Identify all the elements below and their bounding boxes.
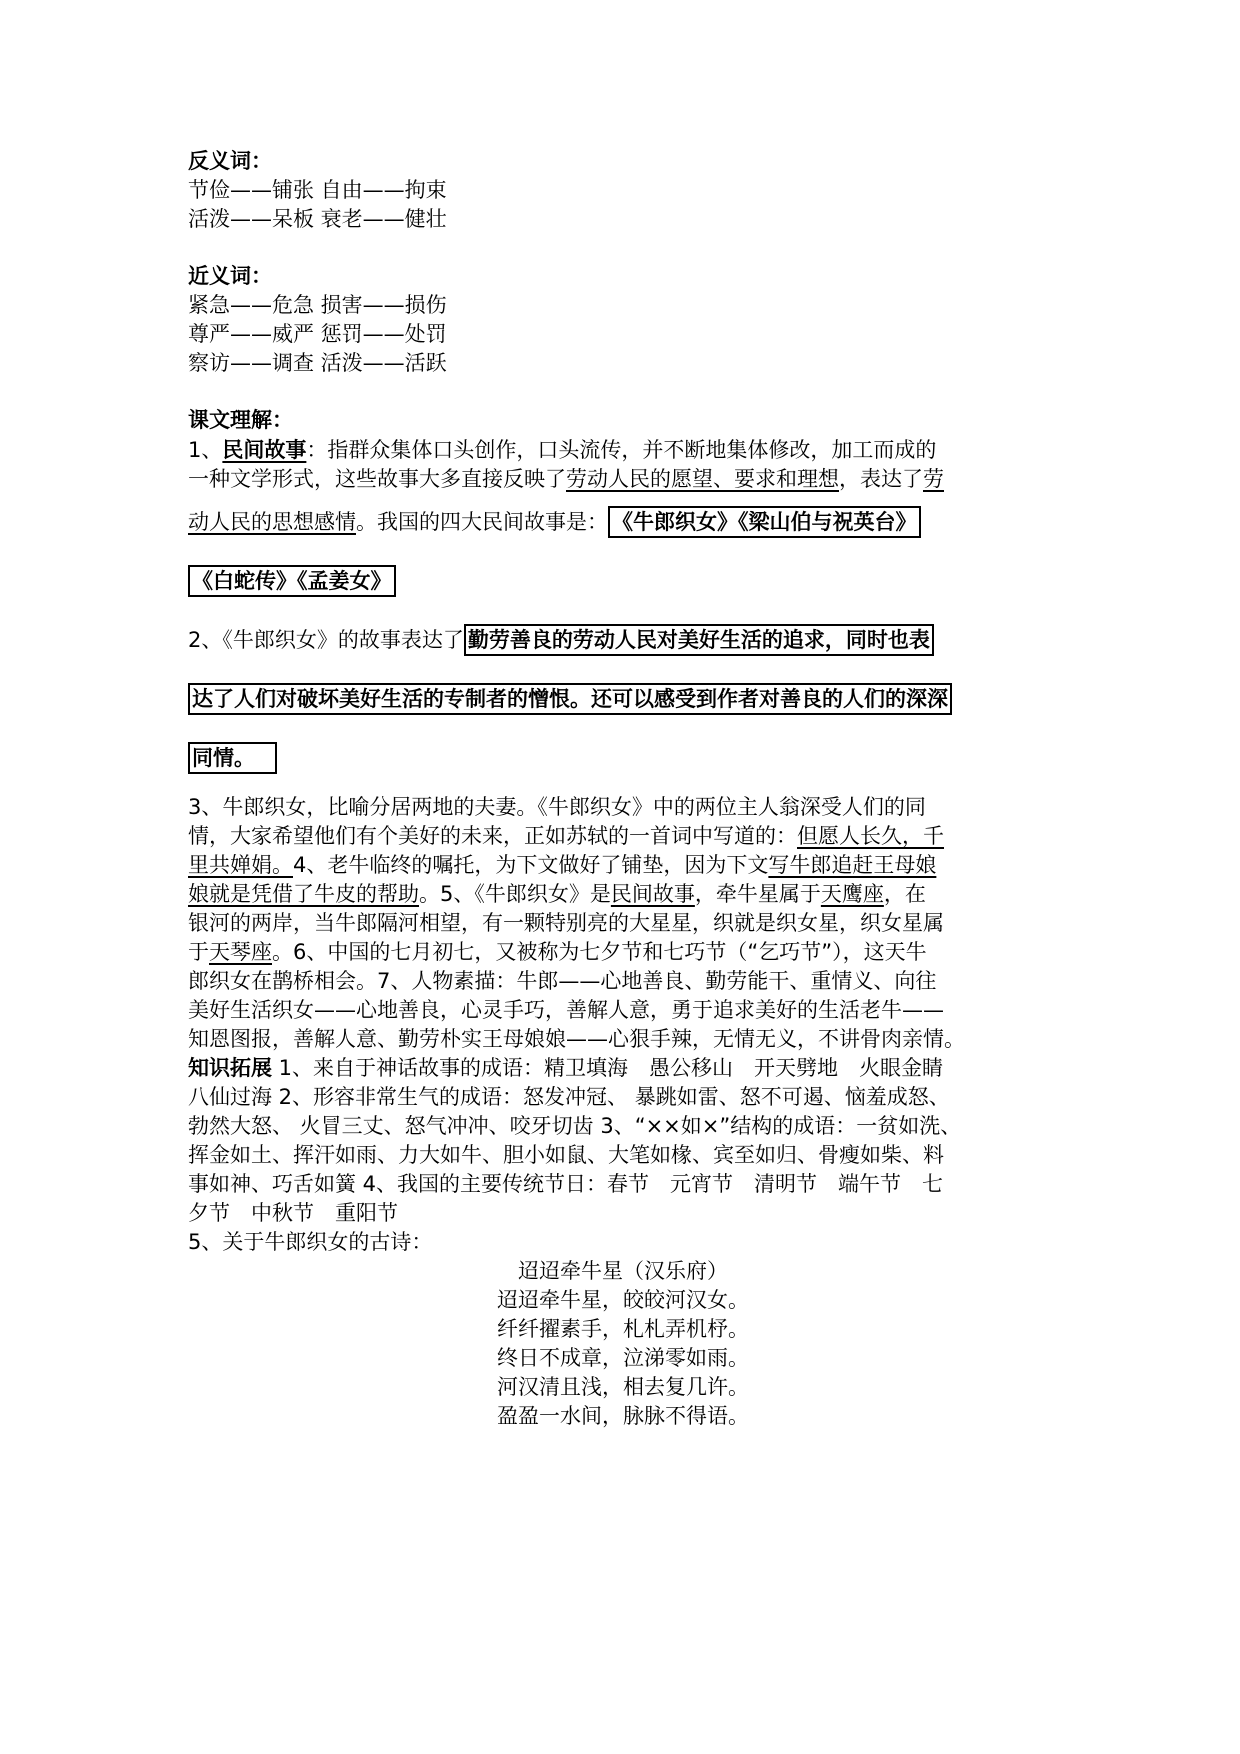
extension-line: 八仙过海 2、形容非常生气的成语：怒发冲冠、 暴跳如雷、怒不可遏、恼羞成怒、 — [188, 1085, 950, 1109]
underlined-phrase: 劳 — [923, 467, 944, 491]
theme-box: 勤劳善良的劳动人民对美好生活的追求，同时也表 — [464, 624, 934, 656]
synonym-row: 尊严——威严 惩罚——处罚 — [188, 322, 447, 346]
para1-text: 。我国的四大民间故事是： — [356, 510, 608, 534]
para3-line: 郎织女在鹊桥相会。7、人物素描：牛郎——心地善良、勤劳能干、重情义、向往 — [188, 969, 937, 993]
para1-text: 一种文学形式，这些故事大多直接反映了 — [188, 467, 566, 491]
extension-line: 勃然大怒、 火冒三丈、怒气冲冲、咬牙切齿 3、“××如×”结构的成语：一贫如洗、 — [188, 1114, 962, 1138]
understanding-heading: 课文理解： — [188, 408, 293, 432]
para1-line4 — [188, 565, 396, 598]
underlined-phrase: 里共婵娟。 — [188, 853, 293, 877]
four-stories-box: 《白蛇传》《孟姜女》 — [188, 565, 396, 597]
para1-text: ：指群众集体口头创作，口头流传，并不断地集体修改，加工而成的 — [306, 438, 937, 462]
para1-text: ，表达了 — [839, 467, 923, 491]
para3-text: 。6、中国的七月初七，又被称为七夕节和七巧节（“乞巧节”），这天牛 — [272, 940, 927, 964]
extension-text: 1、来自于神话故事的成语：精卫填海 愚公移山 开天劈地 火眼金睛 — [272, 1056, 944, 1080]
para1-line3 — [188, 506, 921, 539]
poem-line: 终日不成章，泣涕零如雨。 — [497, 1346, 749, 1370]
synonyms-heading: 近义词： — [188, 264, 272, 288]
para3-text: ，在 — [883, 882, 926, 906]
poem-line: 河汉清且浅，相去复几许。 — [497, 1375, 749, 1399]
para2-line2 — [188, 683, 952, 716]
para3-text: 4、老牛临终的嘱托，为下文做好了铺垫，因为下文 — [293, 853, 769, 877]
synonym-row: 紧急——危急 损害——损伤 — [188, 293, 447, 317]
poem-title: 迢迢牵牛星（汉乐府） — [518, 1259, 728, 1283]
para3-text: ，牵牛星属于 — [694, 882, 821, 906]
folk-story-term: 民间故事 — [222, 438, 307, 462]
para2-line3 — [188, 742, 277, 775]
underlined-phrase: 动人民的思想感情 — [188, 510, 356, 534]
para3-line: 银河的两岸，当牛郎隔河相望，有一颗特别亮的大星星，织就是织女星，织女星属 — [188, 911, 944, 935]
extension-heading: 知识拓展 — [188, 1056, 272, 1080]
underlined-phrase: 天鹰座 — [820, 882, 884, 906]
para1-number: 1、 — [188, 438, 223, 462]
poem-line: 盈盈一水间，脉脉不得语。 — [497, 1404, 749, 1428]
para3-line: 美好生活织女——心地善良，心灵手巧，善解人意，勇于追求美好的生活老牛—— — [188, 998, 944, 1022]
para3-line: 3、牛郎织女，比喻分居两地的夫妻。《牛郎织女》中的两位主人翁深受人们的同 — [188, 795, 926, 819]
para3-text: 。5、《牛郎织女》是 — [419, 882, 611, 906]
underlined-phrase: 劳动人民的愿望、要求和理想 — [566, 467, 839, 491]
para3-text: 情，大家希望他们有个美好的未来，正如苏轼的一首词中写道的： — [188, 824, 797, 848]
poem-line: 迢迢牵牛星，皎皎河汉女。 — [497, 1288, 749, 1312]
extension-line: 夕节 中秋节 重阳节 — [188, 1201, 398, 1225]
antonym-row: 节俭——铺张 自由——拘束 — [188, 178, 447, 202]
para1-line2 — [188, 463, 944, 496]
antonym-row: 活泼——呆板 衰老——健壮 — [188, 207, 447, 231]
para3-text: 于 — [188, 940, 209, 964]
theme-box: 达了人们对破坏美好生活的专制者的憎恨。还可以感受到作者对善良的人们的深深 — [188, 683, 952, 715]
underlined-phrase: 写牛郎追赶王母娘 — [768, 853, 937, 877]
antonyms-heading: 反义词： — [188, 149, 272, 173]
para2-text: 2、《牛郎织女》的故事表达了 — [188, 628, 464, 652]
extension-line: 事如神、巧舌如簧 4、我国的主要传统节日：春节 元宵节 清明节 端午节 七 — [188, 1172, 944, 1196]
underlined-phrase: 民间故事 — [610, 882, 695, 906]
underlined-phrase: 天琴座 — [209, 940, 272, 964]
underlined-phrase: 但愿人长久，千 — [797, 824, 944, 848]
theme-box: 同情。 — [188, 742, 277, 774]
para3-line: 知恩图报，善解人意、勤劳朴实王母娘娘——心狠手辣，无情无义，不讲骨肉亲情。 — [188, 1027, 965, 1051]
extension-line: 5、关于牛郎织女的古诗： — [188, 1230, 433, 1254]
underlined-phrase: 娘就是凭借了牛皮的帮助 — [188, 882, 419, 906]
four-stories-box: 《牛郎织女》《梁山伯与祝英台》 — [608, 506, 921, 538]
poem-line: 纤纤擢素手，札札弄机杼。 — [497, 1317, 749, 1341]
para2-line1 — [188, 624, 934, 657]
synonym-row: 察访——调查 活泼——活跃 — [188, 351, 447, 375]
extension-line: 挥金如土、挥汗如雨、力大如牛、胆小如鼠、大笔如椽、宾至如归、骨瘦如柴、料 — [188, 1143, 944, 1167]
